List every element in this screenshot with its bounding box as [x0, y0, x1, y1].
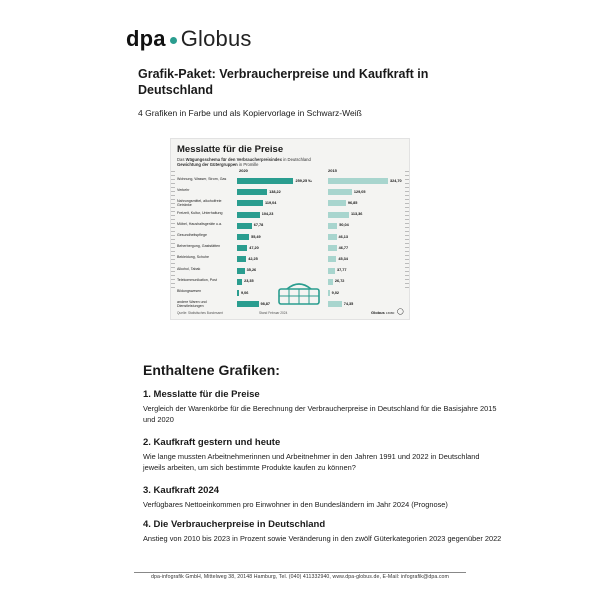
graphic-source: Quelle: Statistisches Bundesamt — [177, 311, 223, 315]
bar-2020 — [237, 290, 239, 296]
document-title: Grafik-Paket: Verbraucherpreise und Kaufkraft in Deutschland — [138, 67, 429, 97]
category-label: andere Waren und Dienstleistungen — [177, 300, 207, 309]
bar-2020 — [237, 200, 263, 206]
bar-2020 — [237, 189, 267, 195]
graphic-stand: Stand Februar 2024 — [259, 311, 288, 315]
value-label-2020: 42,25 — [248, 256, 258, 261]
value-label-2015: 45,34 — [338, 256, 348, 261]
value-label-2020: 35,26 — [246, 268, 257, 273]
bar-2020 — [237, 301, 259, 307]
category-label: Verkehr — [177, 188, 190, 193]
graphic-brand-name: Globus — [371, 310, 385, 315]
value-label-2015: 50,04 — [339, 223, 349, 228]
footer-divider — [134, 572, 466, 573]
value-label-2020: 119,04 — [264, 200, 277, 205]
value-label-2015: 96,85 — [347, 200, 358, 205]
shopping-basket-icon — [275, 283, 323, 305]
bar-2015 — [328, 200, 346, 206]
value-label-2015: 113,36 — [350, 212, 363, 217]
value-label-2020: 55,49 — [251, 234, 261, 239]
ruler-left — [171, 171, 175, 289]
category-label: Bekleidung, Schuhe — [177, 255, 209, 260]
value-label-2020: 47,20 — [249, 245, 259, 250]
logo-globus: Globus — [180, 26, 252, 51]
bar-2015 — [328, 178, 388, 184]
graphic-item-title: 1. Messlatte für die Preise — [143, 389, 260, 400]
dpa-globus-logo — [126, 26, 252, 52]
graphic-item-desc: Vergleich der Warenkörbe für die Berechnung der Verbraucherpreise in Deutschland für die Basisjahre 2015 und 2020 — [143, 404, 497, 424]
graphic-subtitle-tail: in Deutschland — [281, 157, 311, 162]
category-label: Telekommunikation, Post — [177, 277, 217, 282]
category-label: Freizeit, Kultur, Unterhaltung — [177, 210, 223, 215]
graphic-subtitle-line2-tail: in Promille — [237, 162, 259, 167]
document-subtitle: 4 Grafiken in Farbe und als Kopiervorlage in Schwarz-Weiß — [138, 108, 362, 118]
bar-2020 — [237, 268, 245, 274]
category-label: Bildungswesen — [177, 289, 202, 293]
graphic-item-title: 3. Kaufkraft 2024 — [143, 485, 220, 496]
bar-2020 — [237, 279, 242, 285]
value-label-2020: 23,35 — [244, 279, 254, 284]
value-label-2015: 46,77 — [338, 245, 349, 250]
globus-mark-icon: ◯ — [397, 309, 404, 315]
bar-2015 — [328, 234, 337, 240]
category-label: Nahrungsmittel, alkoholfreie Getränke — [177, 199, 222, 208]
value-label-2015: 129,05 — [353, 189, 366, 194]
logo-dot-icon — [170, 37, 177, 44]
graphic-subtitle-line2-bold: Gewichtung der Gütergruppen — [177, 162, 238, 167]
graphic-subtitle-bold: Wägungsschema für den Verbraucherpreisindex — [185, 157, 282, 162]
bar-2020 — [237, 256, 246, 262]
footer-contact: dpa-infografik GmbH, Mittelweg 38, 20148 Hamburg, Tel. (040) 411332940, www.dpa-globus.de, E-Mail: infografik@dpa.com — [151, 574, 449, 580]
value-label-2015: 9,02 — [331, 290, 340, 295]
section-title: Enthaltene Grafiken: — [143, 362, 280, 378]
graphic-item-title: 2. Kaufkraft gestern und heute — [143, 437, 281, 448]
graphic-item-1 — [143, 389, 503, 425]
value-label-2015: 46,13 — [338, 234, 349, 239]
graphic-subtitle — [177, 157, 311, 167]
value-label-2020: 9,06 — [240, 290, 249, 295]
value-label-2015: 37,77 — [336, 268, 347, 273]
graphic-item-desc: Anstieg von 2010 bis 2023 in Prozent sowie Veränderung in den zwölf Güterkategorien 2023 gegenüber 2022 — [143, 534, 502, 543]
graphic-item-3 — [143, 485, 503, 510]
value-label-2020: 138,22 — [269, 189, 281, 194]
bar-2020 — [237, 245, 247, 251]
graphic-item-title: 4. Die Verbraucherpreise in Deutschland — [143, 519, 326, 530]
value-label-2020: 259,25 ‰ — [295, 178, 312, 183]
value-label-2020: 67,78 — [253, 223, 264, 228]
graphic-preview — [170, 138, 410, 320]
graphic-brand — [371, 310, 394, 315]
bar-2015 — [328, 223, 337, 229]
bar-2015 — [328, 212, 349, 218]
category-label: Alkohol, Tabak — [177, 266, 201, 271]
graphic-item-desc: Verfügbares Nettoeinkommen pro Einwohner in den Bundesländern im Jahr 2024 (Prognose) — [143, 500, 448, 509]
value-label-2015: 324,70 — [390, 178, 402, 183]
logo-dpa: dpa — [126, 26, 166, 51]
ruler-right — [405, 171, 409, 289]
bar-2020 — [237, 178, 293, 184]
bar-2020 — [237, 212, 260, 218]
bar-2015 — [328, 189, 352, 195]
year-label-2020: 2020 — [239, 168, 248, 173]
graphic-item-desc: Wie lange mussten Arbeitnehmerinnen und Arbeitnehmer in den Jahren 1991 und 2022 in Deutschland jeweils arbeiten, um sich bestimmte Produkte kaufen zu können? — [143, 452, 480, 472]
bar-2020 — [237, 223, 252, 229]
bar-2015 — [328, 301, 342, 307]
bar-2020 — [237, 234, 249, 240]
graphic-item-4 — [143, 519, 503, 544]
category-label: Beherbergung, Gaststätten — [177, 244, 221, 249]
value-label-2020: 104,23 — [261, 212, 274, 217]
graphic-brand-code: 16680 — [385, 311, 395, 315]
category-label: Wohnung, Wasser, Strom, Gas — [177, 177, 227, 181]
bar-2015 — [328, 290, 330, 296]
value-label-2015: 26,72 — [334, 279, 345, 284]
bar-2015 — [328, 245, 337, 251]
bar-2015 — [328, 256, 336, 262]
graphic-item-2 — [143, 437, 503, 473]
category-label: Möbel, Haushaltsgeräte u.a. — [177, 221, 222, 226]
graphic-title: Messlatte für die Preise — [177, 144, 284, 155]
year-label-2015: 2015 — [328, 168, 337, 173]
value-label-2015: 74,35 — [343, 301, 354, 306]
category-label: Gesundheitspflege — [177, 233, 207, 237]
bar-2015 — [328, 268, 335, 274]
bar-2015 — [328, 279, 333, 285]
graphic-subtitle-lead: Das — [177, 157, 186, 162]
value-label-2020: 98,87 — [260, 301, 271, 306]
